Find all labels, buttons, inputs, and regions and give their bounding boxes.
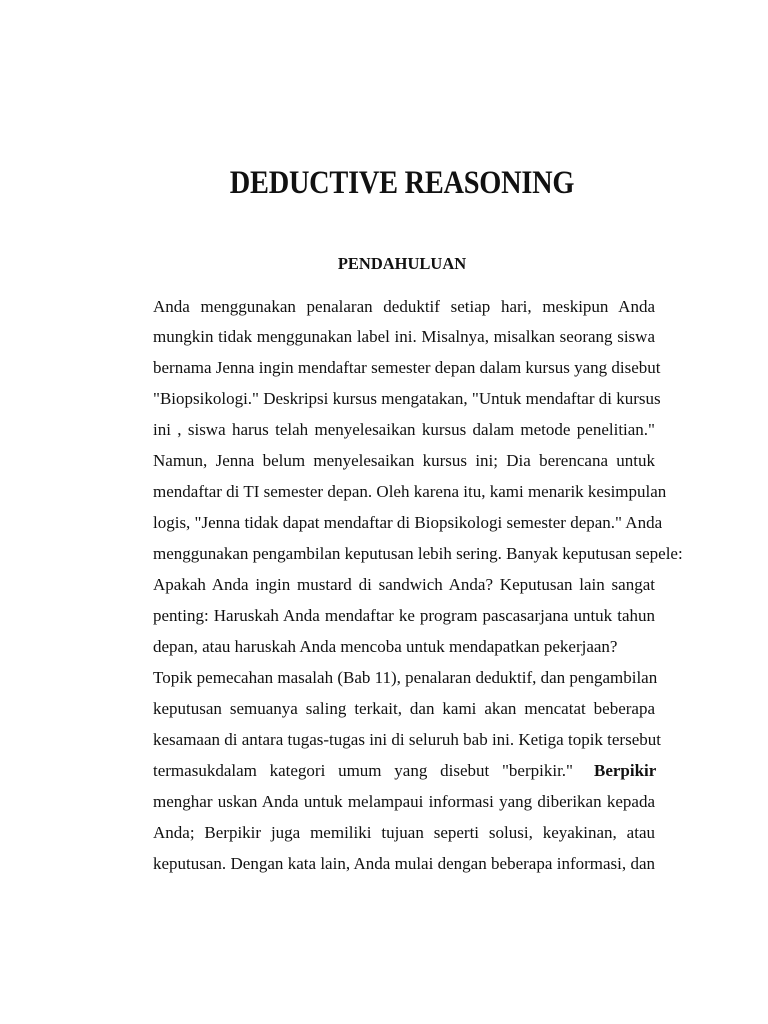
paragraph-line: depan, atau haruskah Anda mencoba untuk mendapatkan pekerjaan? [153,637,618,656]
paragraph-line: ini , siswa harus telah menyelesaikan kursus dalam metode penelitian." [153,420,655,439]
paragraph-line: Topik pemecahan masalah (Bab 11), penalaran deduktif, dan pengambilan [153,668,658,687]
section-heading: PENDAHULUAN [337,254,467,273]
paragraph-line: penting: Haruskah Anda mendaftar ke program pascasarjana untuk tahun [153,606,655,625]
paragraph-line: mendaftar di TI semester depan. Oleh karena itu, kami menarik kesimpulan [153,482,667,501]
paragraph-line: kesamaan di antara tugas-tugas ini di seluruh bab ini. Ketiga topik tersebut [153,730,661,749]
paragraph-line: Namun, Jenna belum menyelesaikan kursus ini; Dia berencana untuk [153,451,655,470]
paragraph-line: mungkin tidak menggunakan label ini. Misalnya, misalkan seorang siswa [153,327,655,346]
paragraph-line: menggunakan pengambilan keputusan lebih sering. Banyak keputusan sepele: [153,544,683,563]
document-title: DEDUCTIVE REASONING [229,165,575,201]
paragraph-line: Anda menggunakan penalaran deduktif setiap hari, meskipun Anda [153,297,655,316]
paragraph-line [153,760,583,782]
paragraph-line-text: termasukdalam kategori umum yang disebut "berpikir." [153,761,573,780]
bold-term [594,760,655,782]
paragraph-line: keputusan. Dengan kata lain, Anda mulai dengan beberapa informasi, dan [153,854,655,873]
paragraph-line: logis, "Jenna tidak dapat mendaftar di Biopsikologi semester depan." Anda [153,513,663,532]
bold-term-text: Berpikir [594,761,657,780]
paragraph-line: keputusan semuanya saling terkait, dan kami akan mencatat beberapa [153,699,655,718]
paragraph-line: menghar uskan Anda untuk melampaui informasi yang diberikan kepada [153,792,655,811]
paragraph-line: "Biopsikologi." Deskripsi kursus mengatakan, "Untuk mendaftar di kursus [153,389,661,408]
paragraph-line: bernama Jenna ingin mendaftar semester depan dalam kursus yang disebut [153,358,661,377]
paragraph-line: Apakah Anda ingin mustard di sandwich Anda? Keputusan lain sangat [153,575,655,594]
paragraph-line: Anda; Berpikir juga memiliki tujuan seperti solusi, keyakinan, atau [153,823,655,842]
